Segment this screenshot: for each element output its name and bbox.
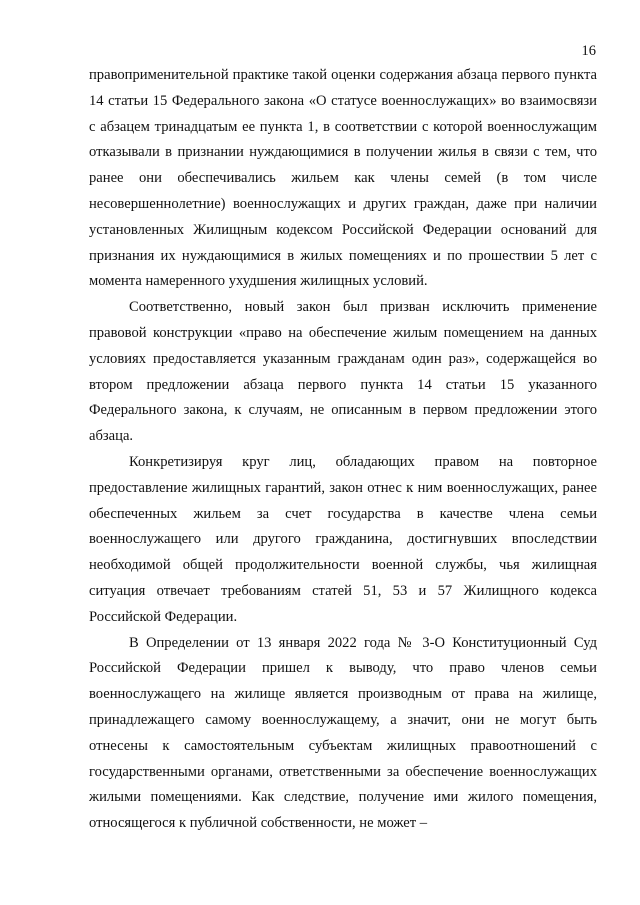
paragraph-circle-of-persons: Конкретизируя круг лиц, обладающих правом на повторное предоставление жилищных гарантий, закон отнес к ним военнослужащих, ранее обеспеченных жильем за счет государства в качестве члена семьи военнослужащего или другого гражданина, достигнувших впоследствии необходимой общей продолжительности военной службы, чья жилищная ситуация отвечает требованиям статей 51, 53 и 57 Жилищного кодекса Российской Федерации. — [89, 453, 597, 625]
document-body — [89, 63, 597, 837]
paragraph-constitutional-court-ruling: В Определении от 13 января 2022 года № 3-О Конституционный Суд Российской Федерации пришел к выводу, что право членов семьи военнослужащего на жилище является производным от права на жилище, принадлежащего самому военнослужащему, а значит, они не могут быть отнесены к самостоятельным субъектам жилищных правоотношений с государственными органами, ответственными за обеспечение военнослужащих жилыми помещениями. Как следствие, получение ими жилого помещения, относящегося к публичной собственности, не может – — [89, 634, 597, 832]
page-number: 16 — [581, 43, 596, 59]
paragraph-continuation: правоприменительной практике такой оценки содержания абзаца первого пункта 14 статьи 15 Федерального закона «О статусе военнослужащих» во взаимосвязи с абзацем тринадцатым ее пункта 1, в соответствии с которой военнослужащим отказывали в признании нуждающимися в получении жилья в связи с тем, что ранее они обеспечивались жильем как члены семей (в том числе несовершеннолетние) военнослужащих и других граждан, даже при наличии установленных Жилищным кодексом Российской Федерации оснований для признания их нуждающимися в жилых помещениях и по прошествии 5 лет с момента намеренного ухудшения жилищных условий. — [89, 67, 597, 290]
paragraph-new-law-purpose: Соответственно, новый закон был призван исключить применение правовой конструкции «право на обеспечение жилым помещением на данных условиях предоставляется указанным гражданам один раз», содержащейся во втором предложении абзаца первого пункта 14 статьи 15 указанного Федерального закона, к случаям, не описанным в первом предложении этого абзаца. — [89, 299, 597, 445]
